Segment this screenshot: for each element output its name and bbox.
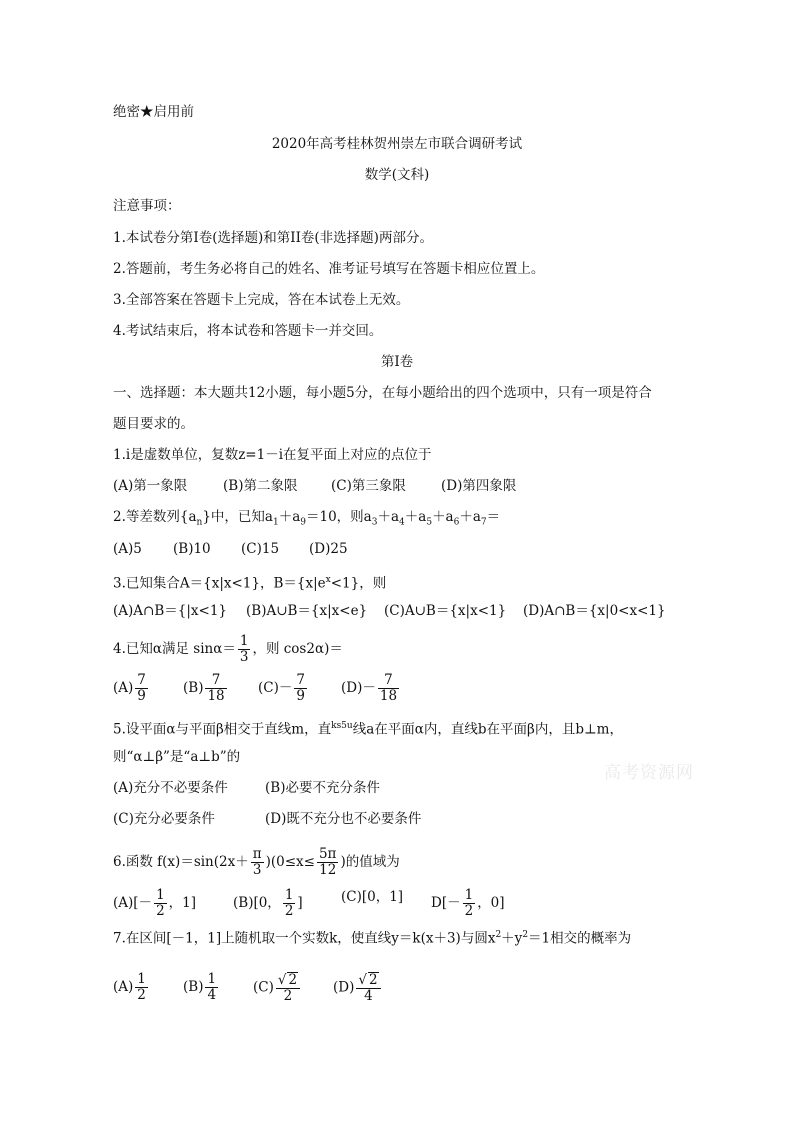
q3-option-a: (A)A∩B＝{|x<1} — [113, 603, 228, 619]
note-item: 4.考试结束后，将本试卷和答题卡一并交回。 — [113, 323, 383, 339]
question-3-stem: 3.已知集合A＝{x|x<1}，$B=\{x|e^x<1\}$，则 — [113, 575, 387, 592]
section-heading: 一、选择题：本大题共12小题，每小题5分，在每小题给出的四个选项中，只有一项是符合 — [113, 385, 652, 401]
q7-option-c: (C) $\frac{√ 2}{2}$ — [253, 972, 302, 1004]
q6-option-b: (B)[0， $\frac{1}{2}$ ] — [233, 887, 303, 919]
q3-option-b: (B)A∪B＝{x|x<e} — [246, 603, 368, 619]
notes-heading: 注意事项： — [113, 198, 181, 214]
volume-title: 第I卷 — [380, 354, 414, 370]
q5-option-b: (B)必要不充分条件 — [265, 780, 380, 796]
q1-option-d: (D)第四象限 — [441, 478, 517, 494]
q4-option-b: (B) $\frac{7}{18}$ — [183, 672, 225, 704]
q2-option-d: (D)25 — [309, 541, 348, 557]
question-1-stem: 1.i是虚数单位，复数z=1－i在复平面上对应的点位于 — [113, 447, 432, 463]
q6-option-d: D[－ $\frac{1}{2}$ ，0] — [431, 887, 505, 919]
q7-option-d: (D) $\frac{√ 2}{4}$ — [333, 972, 383, 1004]
note-item: 1.本试卷分第I卷(选择题)和第II卷(非选择题)两部分。 — [113, 230, 433, 246]
question-5-stem: 5.设平面α与平面β相交于直线m，直$^{ks5u}$线a在平面α内，直线b在平面β内，且b⊥m， — [113, 721, 623, 738]
question-5-stem-cont: 则“α⊥β”是“a⊥b”的 — [113, 749, 241, 765]
exam-subject: 数学(文科) — [364, 167, 430, 183]
q5-option-a: (A)充分不必要条件 — [113, 780, 228, 796]
question-7-stem: 7.在区间[－1，1]上随机取一个实数k，使直线y＝k(x＋3)与圆$x^2+y^2=1$相交的概率为 — [113, 930, 632, 947]
q1-option-c: (C)第三象限 — [331, 478, 406, 494]
note-item: 2.答题前，考生务必将自己的姓名、准考证号填写在答题卡相应位置上。 — [113, 261, 545, 277]
fraction: $\frac{1}{3}$ — [239, 633, 249, 665]
exam-title: 2020年高考桂林贺州崇左市联合调研考试 — [271, 136, 523, 152]
note-item: 3.全部答案在答题卡上完成，答在本试卷上无效。 — [113, 292, 410, 308]
q5-option-c: (C)充分必要条件 — [113, 811, 215, 827]
q2-option-c: (C)15 — [241, 541, 280, 557]
q1-option-b: (B)第二象限 — [223, 478, 298, 494]
q2-option-b: (B)10 — [173, 541, 211, 557]
question-6-stem: 6.函数 f(x)＝sin(2x＋ $\frac{\pi}{3}$ )(0≤x≤ $\frac{5\pi}{12}$ )的值域为 — [113, 846, 400, 878]
q7-option-a: (A) $\frac{1}{2}$ — [113, 971, 146, 1003]
q7-option-b: (B) $\frac{1}{4}$ — [183, 971, 217, 1003]
q4-option-c: (C)－ $\frac{7}{9}$ — [258, 672, 305, 704]
q6-option-a: (A)[－ $\frac{1}{2}$ ，1] — [113, 887, 197, 919]
section-heading-cont: 题目要求的。 — [113, 416, 194, 432]
q4-option-d: (D)－ $\frac{7}{18}$ — [341, 672, 398, 704]
q3-option-d: (D)A∩B＝{x|0<x<1} — [523, 603, 666, 619]
q2-option-a: (A)5 — [113, 541, 142, 557]
q1-option-a: (A)第一象限 — [113, 478, 188, 494]
q3-option-c: (C)A∪B＝{x|x<1} — [384, 603, 507, 619]
q5-option-d: (D)既不充分也不必要条件 — [265, 811, 422, 827]
secret-label: 绝密★启用前 — [113, 104, 194, 120]
q4-option-a: (A) $\frac{7}{9}$ — [113, 672, 146, 704]
question-4-stem: 4.已知α满足 sinα＝ $\frac{1}{3}$ ，则 cos2α)＝ — [113, 633, 343, 665]
watermark: 高考资源网 — [604, 763, 694, 783]
question-2-stem: 2.等差数列$\{a_n\}$中，已知$a_1+a_9=10$，则$a_3+a_4+a_5+a_6+a_7=$ — [113, 509, 501, 528]
source-mark: ks5u — [331, 721, 353, 731]
q6-option-c: (C)[0，1] — [341, 889, 404, 905]
